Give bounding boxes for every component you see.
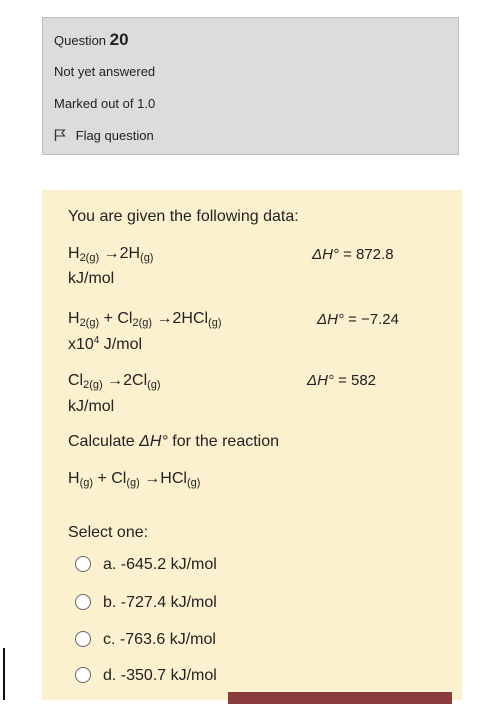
reaction-2-equation: $H_{2(g)} + Cl_{2(g)} \to 2HCl_{(g)}$ bbox=[68, 310, 222, 329]
radio-button[interactable] bbox=[75, 667, 91, 683]
flag-icon bbox=[54, 129, 66, 141]
option-label: c. -763.6 kJ/mol bbox=[103, 631, 216, 648]
reaction-3-equation: $Cl_{2(g)} \to 2Cl_{(g)}$ bbox=[68, 372, 161, 391]
reaction-1-equation: $H_{2(g)} \to 2H_{(g)}$ bbox=[68, 245, 154, 264]
question-status: Not yet answered bbox=[54, 64, 156, 79]
reaction-1-unit: kJ/mol bbox=[68, 270, 115, 287]
select-one-label: Select one: bbox=[68, 524, 149, 541]
reaction-3-unit: kJ/mol bbox=[68, 398, 115, 415]
flag-question-link[interactable] bbox=[54, 128, 154, 143]
question-heading: Question 20 bbox=[54, 30, 129, 49]
option-label: b. -727.4 kJ/mol bbox=[103, 594, 217, 611]
radio-button[interactable] bbox=[75, 594, 91, 610]
calculate-prompt: Calculate ΔH° for the reaction bbox=[68, 433, 280, 450]
question-content bbox=[42, 190, 462, 700]
check-button[interactable] bbox=[228, 692, 452, 704]
option-label: a. -645.2 kJ/mol bbox=[103, 556, 217, 573]
option-a[interactable] bbox=[75, 556, 217, 574]
option-b[interactable] bbox=[75, 594, 217, 612]
question-number: 20 bbox=[109, 30, 129, 49]
question-intro: You are given the following data: bbox=[68, 208, 299, 225]
flag-question-label: Flag question bbox=[75, 128, 154, 143]
question-info-panel bbox=[42, 17, 459, 155]
option-c[interactable] bbox=[75, 631, 216, 649]
target-reaction: $H_{(g)} + Cl_{(g)} \to HCl_{(g)}$ bbox=[68, 470, 201, 489]
reaction-3-enthalpy: ΔH° = 582 bbox=[307, 372, 377, 389]
question-marks: Marked out of 1.0 bbox=[54, 96, 156, 111]
reaction-1-enthalpy: ΔH° = 872.8 bbox=[312, 246, 394, 263]
radio-button[interactable] bbox=[75, 631, 91, 647]
option-d[interactable] bbox=[75, 667, 217, 685]
reaction-2-unit: $x10^4$ J/mol bbox=[68, 335, 143, 353]
reaction-2-enthalpy: ΔH° = −7.24 bbox=[317, 311, 399, 328]
option-label: d. -350.7 kJ/mol bbox=[103, 667, 217, 684]
radio-button[interactable] bbox=[75, 556, 91, 572]
left-edge-bar bbox=[3, 648, 5, 700]
